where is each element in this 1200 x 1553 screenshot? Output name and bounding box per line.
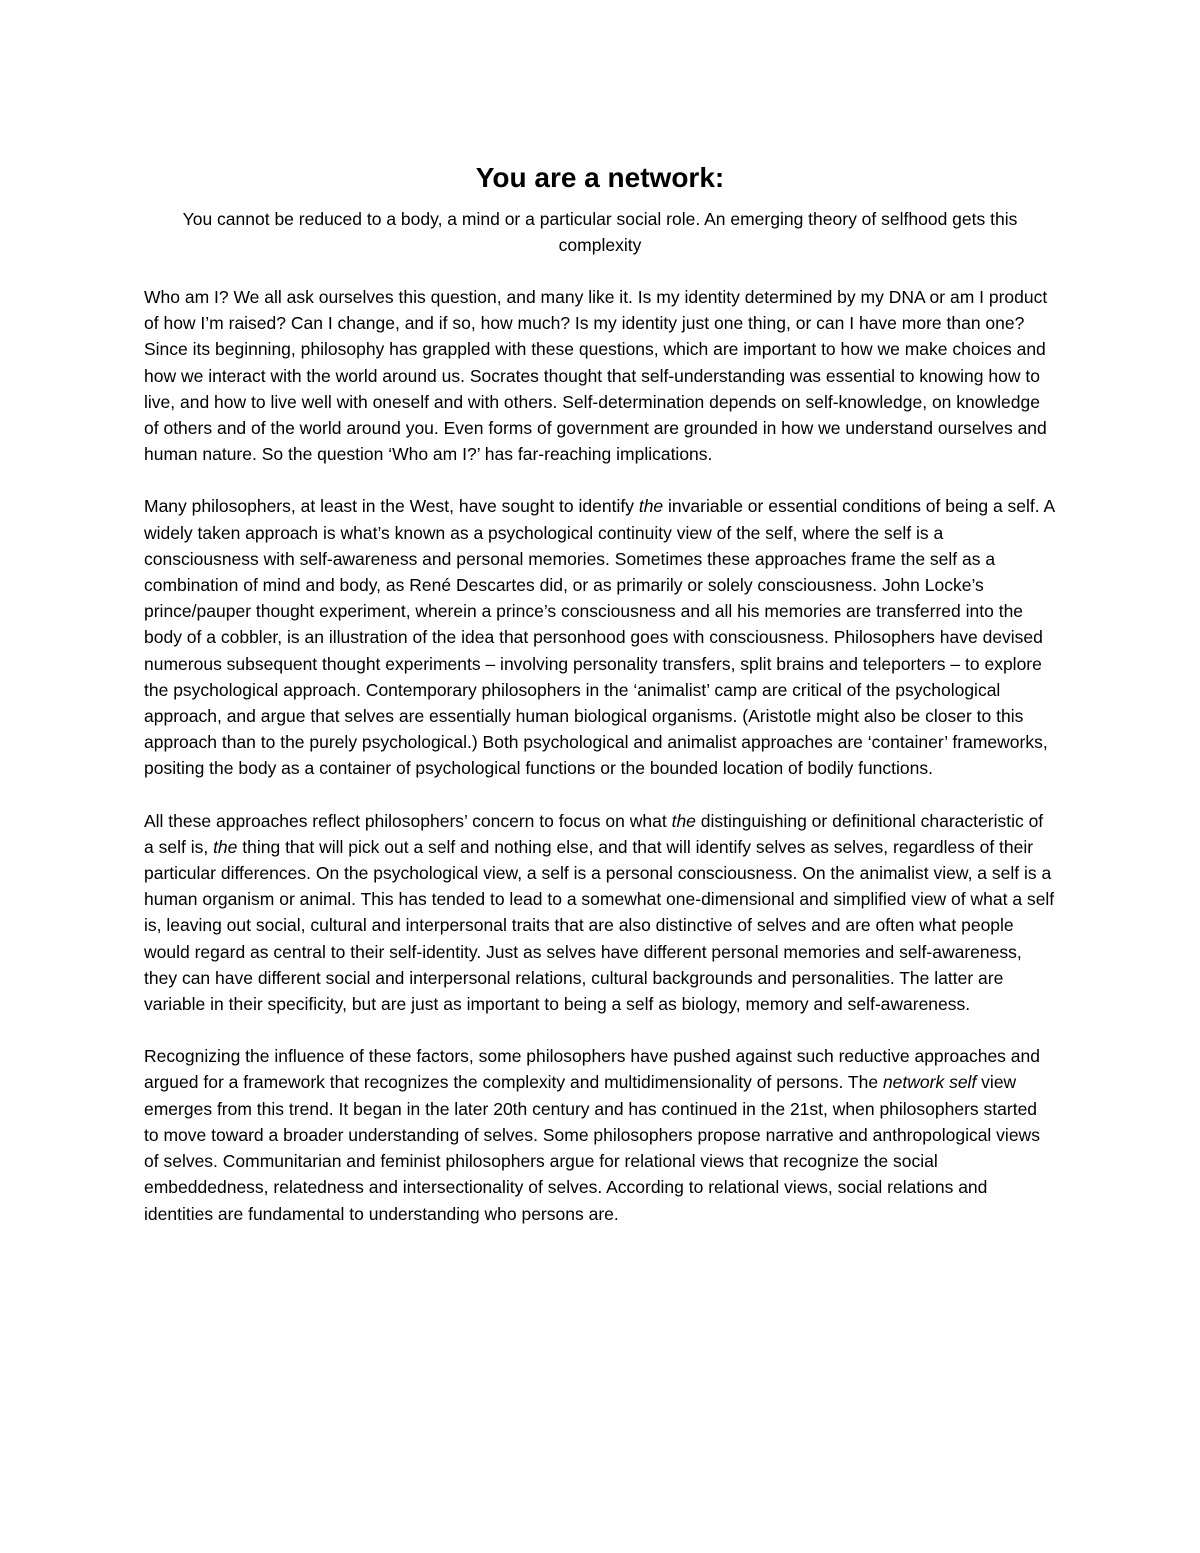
body-paragraph: [144, 1043, 1056, 1226]
page-title: You are a network:: [475, 162, 725, 193]
paragraph-text: Many philosophers, at least in the West, have sought to identify: [144, 496, 639, 517]
body-paragraph: [144, 284, 1056, 467]
paragraph-text: distinguishing or definitional characteristic of a self is,: [144, 810, 1044, 857]
paragraph-text: All these approaches reflect philosophers’ concern to focus on what: [144, 810, 672, 831]
paragraph-list: [144, 284, 1056, 1227]
subtitle: You cannot be reduced to a body, a mind or a particular social role. An emerging theory of selfhood gets this complexity: [182, 209, 1018, 255]
italic-text: network self: [882, 1072, 977, 1093]
document-body: [144, 160, 1056, 1253]
body-paragraph: [144, 493, 1056, 781]
italic-text: the: [638, 496, 664, 517]
italic-text: the: [213, 836, 238, 857]
paragraph-text: invariable or essential conditions of being a self. A widely taken approach is what’s known as a psychological continuity view of the self, where the self is a consciousness with self-awareness and personal memories. Sometimes these approaches frame the self as a combination of mind and body, as René Descartes did, or as primarily or solely consciousness. John Locke’s prince/pauper thought experiment, wherein a prince’s consciousness and all his memories are transferred into the body of a cobbler, is an illustration of the idea that personhood goes with consciousness. Philosophers have devised numerous subsequent thought experiments – involving personality transfers, split brains and teleporters – to explore the psychological approach. Contemporary philosophers in the ‘animalist’ camp are critical of the psychological approach, and argue that selves are essentially human biological organisms. (Aristotle might also be closer to this approach than to the purely psychological.) Both psychological and animalist approaches are ‘container’ frameworks, positing the body as a container of psychological functions or the bounded location of bodily functions.: [144, 496, 1055, 779]
italic-text: the: [671, 810, 696, 831]
paragraph-text: view emerges from this trend. It began in the later 20th century and has continued in the 21st, when philosophers started to move toward a broader understanding of selves. Some philosophers propose narrative and anthropological views of selves. Communitarian and feminist philosophers argue for relational views that recognize the social embeddedness, relatedness and intersectionality of selves. According to relational views, social relations and identities are fundamental to understanding who persons are.: [144, 1072, 1040, 1224]
body-paragraph: [144, 808, 1056, 1018]
paragraph-text: thing that will pick out a self and nothing else, and that will identify selves as selves, regardless of their particular differences. On the psychological view, a self is a personal consciousness. On the animalist view, a self is a human organism or animal. This has tended to lead to a somewhat one-dimensional and simplified view of what a self is, leaving out social, cultural and interpersonal traits that are also distinctive of selves and are often what people would regard as central to their self-identity. Just as selves have different personal memories and self-awareness, they can have different social and interpersonal relations, cultural backgrounds and personalities. The latter are variable in their specificity, but are just as important to being a self as biology, memory and self-awareness.: [144, 836, 1055, 1015]
paragraph-text: Recognizing the influence of these factors, some philosophers have pushed against such reductive approaches and argued for a framework that recognizes the complexity and multidimensionality of persons. The: [144, 1046, 1040, 1093]
paragraph-text: Who am I? We all ask ourselves this question, and many like it. Is my identity determined by my DNA or am I product of how I’m raised? Can I change, and if so, how much? Is my identity just one thing, or can I have more than one? Since its beginning, philosophy has grappled with these questions, which are important to how we make choices and how we interact with the world around us. Socrates thought that self-understanding was essential to knowing how to live, and how to live well with oneself and with others. Self-determination depends on self-knowledge, on knowledge of others and of the world around you. Even forms of government are grounded in how we understand ourselves and human nature. So the question ‘Who am I?’ has far-reaching implications.: [144, 287, 1048, 465]
